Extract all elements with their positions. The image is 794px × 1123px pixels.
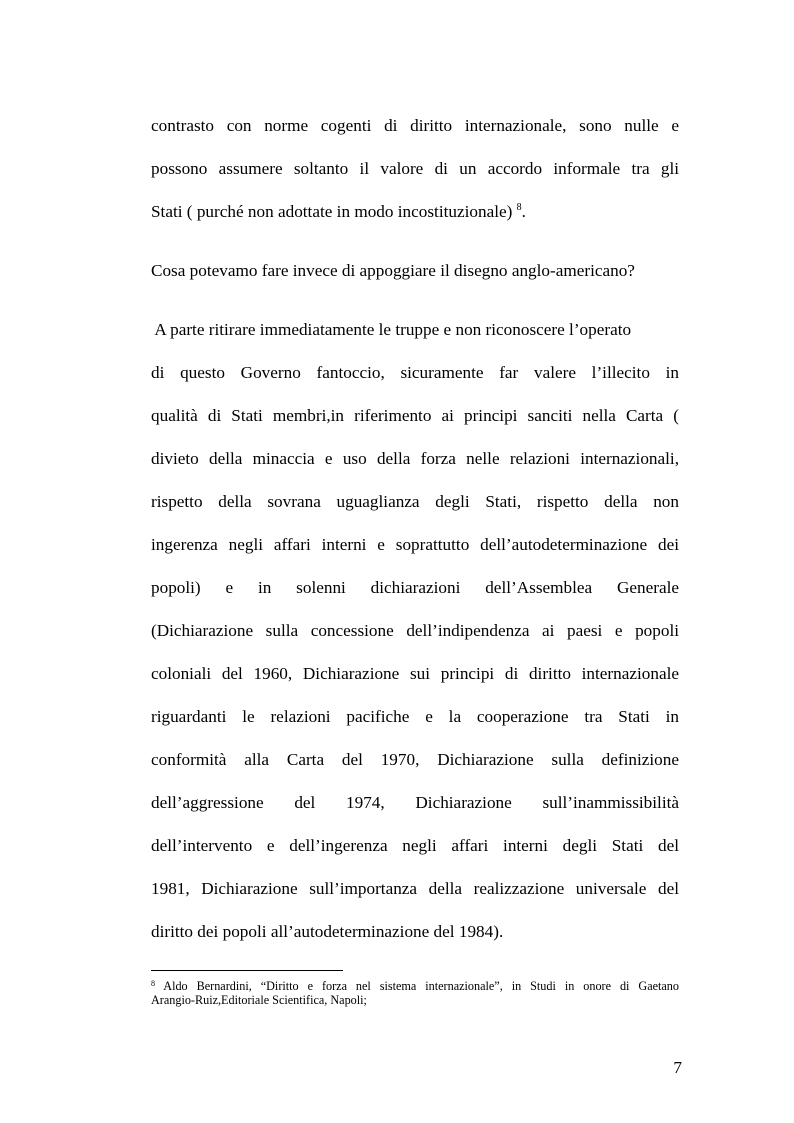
footnote-line: Arangio-Ruiz,Editoriale Scientifica, Napoli; bbox=[151, 993, 367, 1007]
body-line: dell’intervento e dell’ingerenza negli affari interni degli Stati del bbox=[151, 836, 679, 855]
body-line: A parte ritirare immediatamente le truppe e non riconoscere l’operato bbox=[151, 320, 632, 339]
body-line: (Dichiarazione sulla concessione dell’indipendenza ai paesi e popoli bbox=[151, 621, 679, 640]
body-line: divieto della minaccia e uso della forza nelle relazioni internazionali, bbox=[151, 449, 679, 468]
body-line: conformità alla Carta del 1970, Dichiarazione sulla definizione bbox=[151, 750, 679, 769]
footnote-line bbox=[151, 979, 679, 993]
body-line-with-footnote-ref bbox=[151, 202, 679, 222]
body-line: dell’aggressione del 1974, Dichiarazione sull’inammissibilità bbox=[151, 793, 679, 812]
body-line: contrasto con norme cogenti di diritto internazionale, sono nulle e bbox=[151, 116, 679, 135]
body-line: qualità di Stati membri,in riferimento ai principi sanciti nella Carta ( bbox=[151, 406, 679, 425]
body-text: Stati ( purché non adottate in modo incostituzionale) bbox=[151, 202, 517, 221]
body-line: ingerenza negli affari interni e soprattutto dell’autodeterminazione dei bbox=[151, 535, 679, 554]
body-line: riguardanti le relazioni pacifiche e la cooperazione tra Stati in bbox=[151, 707, 679, 726]
footnote-text: Aldo Bernardini, “Diritto e forza nel sistema internazionale”, in Studi in onore di Gaetano bbox=[155, 979, 679, 993]
body-line: rispetto della sovrana uguaglianza degli Stati, rispetto della non bbox=[151, 492, 679, 511]
body-line: possono assumere soltanto il valore di un accordo informale tra gli bbox=[151, 159, 679, 178]
body-line: popoli) e in solenni dichiarazioni dell’Assemblea Generale bbox=[151, 578, 679, 597]
footnote-separator bbox=[151, 970, 343, 971]
body-paragraph: Cosa potevamo fare invece di appoggiare il disegno anglo-americano? bbox=[151, 261, 635, 280]
body-line: 1981, Dichiarazione sull’importanza della realizzazione universale del bbox=[151, 879, 679, 898]
body-line: di questo Governo fantoccio, sicuramente far valere l’illecito in bbox=[151, 363, 679, 382]
footnote-reference: 8 bbox=[516, 202, 522, 213]
body-line: coloniali del 1960, Dichiarazione sui principi di diritto internazionale bbox=[151, 664, 679, 683]
footnote-marker: 8 bbox=[151, 979, 155, 988]
body-text: . bbox=[521, 202, 526, 221]
page-number: 7 bbox=[673, 1058, 682, 1077]
body-line: diritto dei popoli all’autodeterminazione del 1984). bbox=[151, 922, 504, 941]
